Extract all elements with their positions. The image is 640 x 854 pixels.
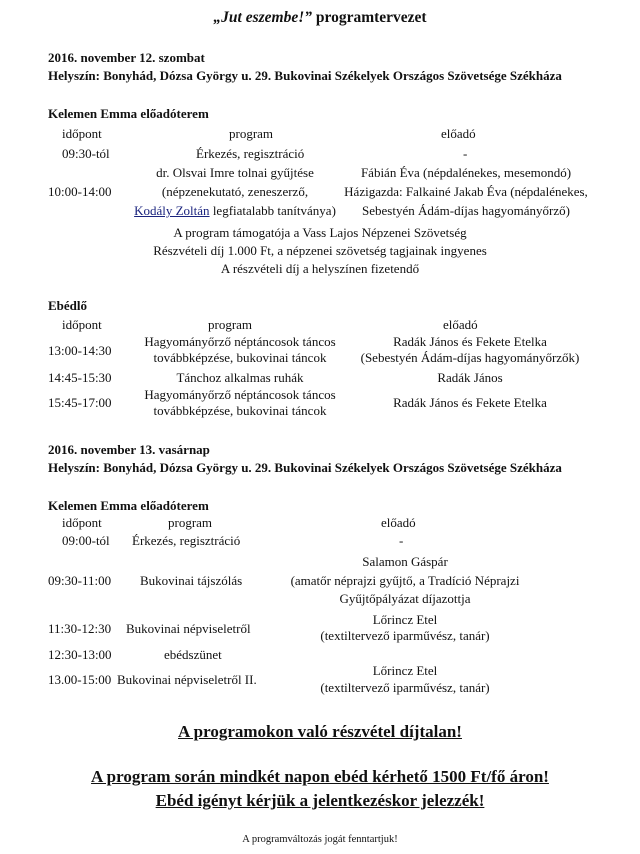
schedule-presenter-line: Salamon Gáspár: [362, 554, 448, 569]
schedule-program: ebédszünet: [164, 647, 222, 662]
schedule-presenter: Radák János: [437, 370, 503, 385]
column-header-presenter: előadó: [441, 126, 476, 141]
column-header-program: program: [168, 515, 213, 530]
schedule-presenter-line: Gyűjtőpályázat díjazottja: [339, 591, 471, 606]
schedule-time: 12:30-13:00: [48, 647, 112, 662]
schedule-presenter-line: (Sebestyén Ádám-díjas hagyományőrzők): [360, 350, 580, 365]
schedule-program-line: Hagyományőrző néptáncosok táncos: [144, 334, 336, 349]
schedule-presenter-line: (textiltervező iparművész, tanár): [320, 680, 490, 695]
schedule-program-line: Hagyományőrző néptáncosok táncos: [144, 387, 336, 402]
column-header-time: időpont: [62, 317, 102, 332]
free-participation-notice: A programokon való részvétel díjtalan!: [178, 722, 462, 741]
column-header-program: program: [229, 126, 274, 141]
schedule-time: 09:30-11:00: [48, 573, 112, 588]
schedule-presenter-line: Lőrincz Etel: [372, 663, 438, 678]
schedule-time: 13:00-14:30: [48, 343, 112, 358]
schedule-program-line: dr. Olsvai Imre tolnai gyűjtése: [156, 165, 314, 180]
schedule-time: 10:00-14:00: [48, 184, 112, 199]
page-title: „Jut eszembe!” programtervezet: [213, 9, 427, 26]
note-line: A program támogatója a Vass Lajos Népzenei Szövetség: [173, 225, 467, 240]
day2-date: 2016. november 13. vasárnap: [48, 442, 210, 457]
disclaimer: A programváltozás jogát fenntartjuk!: [242, 834, 398, 845]
schedule-time: 15:45-17:00: [48, 395, 112, 410]
schedule-presenter-line: (amatőr néprajzi gyűjtő, a Tradíció Néprajzi: [290, 573, 520, 588]
note-line: A részvételi díj a helyszínen fizetendő: [220, 261, 420, 276]
day2-location: Helyszín: Bonyhád, Dózsa György u. 29. Bukovinai Székelyek Országos Szövetsége Székháza: [48, 460, 562, 475]
schedule-presenter-line: Házigazda: Falkainé Jakab Éva (népdalénekes,: [344, 184, 588, 199]
schedule-presenter-line: (textiltervező iparművész, tanár): [320, 628, 490, 643]
schedule-program-line: továbbképzése, bukovinai táncok: [153, 403, 327, 418]
column-header-presenter: előadó: [443, 317, 478, 332]
schedule-program: Bukovinai népviseletről II.: [117, 672, 257, 687]
schedule-program: Érkezés, regisztráció: [196, 146, 305, 161]
schedule-presenter: Radák János és Fekete Etelka: [393, 395, 547, 410]
note-line: Részvételi díj 1.000 Ft, a népzenei szövetség tagjainak ingyenes: [153, 243, 487, 258]
day1-location: Helyszín: Bonyhád, Dózsa György u. 29. Bukovinai Székelyek Országos Szövetsége Székháza: [48, 68, 562, 83]
lunch-notice: A program során mindkét napon ebéd kérhető 1500 Ft/fő áron!: [91, 767, 549, 786]
schedule-presenter-line: Sebestyén Ádám-díjas hagyományőrző): [362, 203, 570, 218]
schedule-program: Érkezés, regisztráció: [132, 533, 241, 548]
room-name: Kelemen Emma előadóterem: [48, 106, 209, 121]
lunch-request-notice: Ebéd igényt kérjük a jelentkezéskor jelezzék!: [155, 791, 485, 810]
schedule-presenter-line: Radák János és Fekete Etelka: [393, 334, 547, 349]
room-name: Ebédlő: [48, 298, 88, 313]
schedule-program-line: továbbképzése, bukovinai táncok: [153, 350, 327, 365]
schedule-program-line: (népzenekutató, zeneszerző,: [161, 184, 309, 199]
column-header-time: időpont: [62, 515, 102, 530]
schedule-program: Bukovinai népviseletről: [126, 621, 251, 636]
schedule-presenter: -: [463, 146, 468, 161]
schedule-time: 11:30-12:30: [48, 621, 112, 636]
column-header-program: program: [208, 317, 253, 332]
schedule-program: Tánchoz alkalmas ruhák: [176, 370, 304, 385]
room-name: Kelemen Emma előadóterem: [48, 498, 209, 513]
kodaly-link[interactable]: Kodály Zoltán: [134, 203, 210, 218]
schedule-time: 09:30-tól: [62, 146, 110, 161]
schedule-program-line: Kodály Zoltán legfiatalabb tanítványa): [134, 203, 336, 218]
column-header-time: időpont: [62, 126, 102, 141]
schedule-presenter-line: Fábián Éva (népdalénekes, mesemondó): [360, 165, 572, 180]
schedule-presenter-line: Lőrincz Etel: [372, 612, 438, 627]
column-header-presenter: előadó: [381, 515, 416, 530]
schedule-program: Bukovinai tájszólás: [140, 573, 243, 588]
schedule-time: 09:00-tól: [62, 533, 110, 548]
schedule-presenter: -: [399, 533, 404, 548]
day1-date: 2016. november 12. szombat: [48, 50, 205, 65]
schedule-time: 14:45-15:30: [48, 370, 112, 385]
schedule-time: 13.00-15:00: [48, 672, 112, 687]
